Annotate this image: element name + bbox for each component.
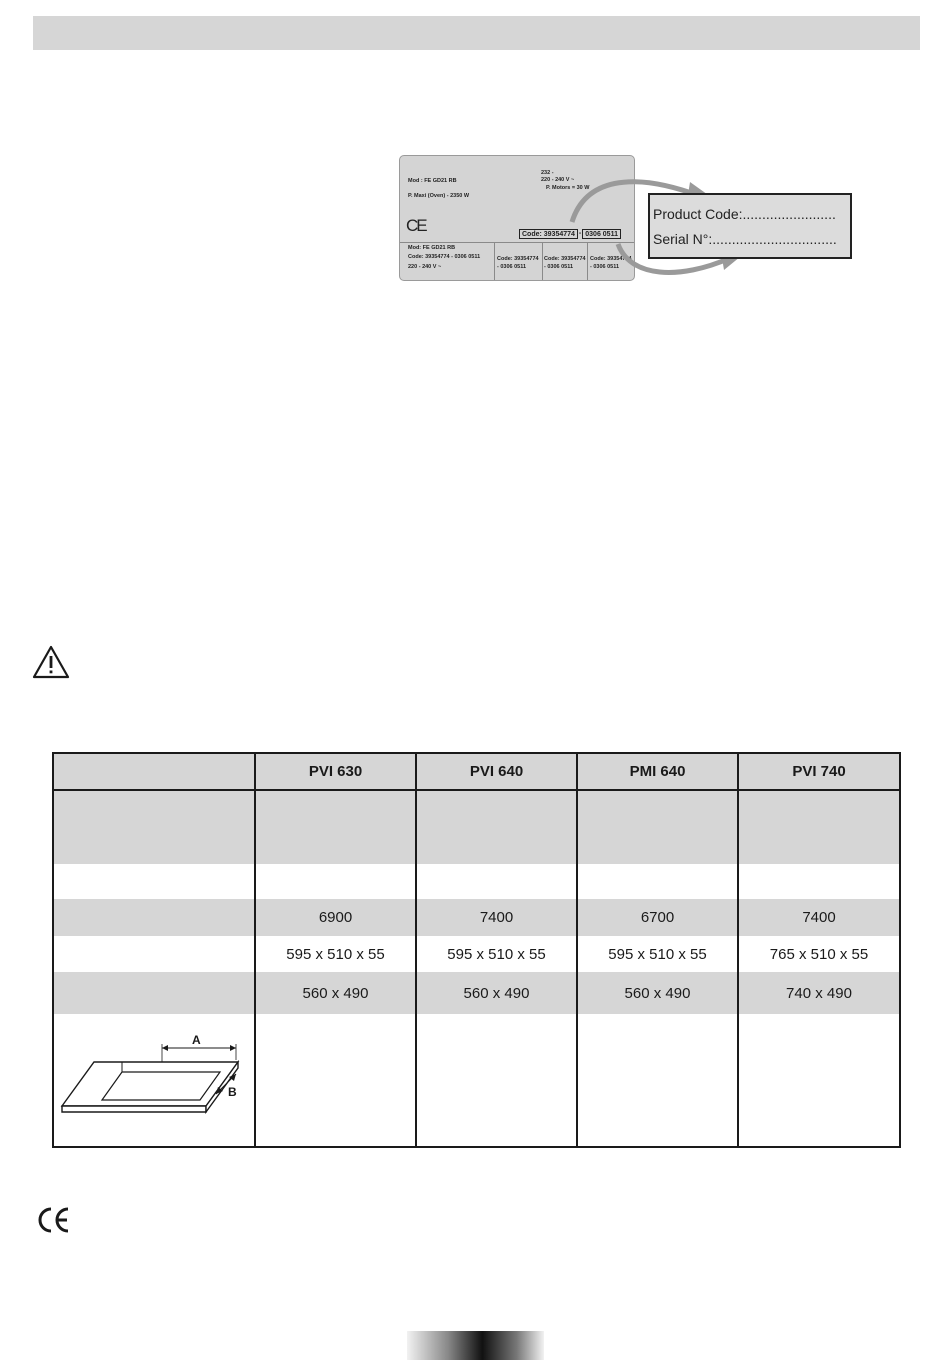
plate-code: Code: 39354774 (519, 229, 578, 239)
table-cell (738, 864, 900, 899)
plate-divider (494, 242, 495, 280)
table-cell: 6900 (255, 899, 416, 936)
table-header-cell: PVI 740 (738, 753, 900, 790)
table-row (53, 1014, 900, 1147)
plate-voltage: 220 - 240 V ~ (541, 177, 575, 183)
plate-stub-cell-2-line-1: Code: 39354774 (544, 256, 586, 262)
table-cell: 6700 (577, 899, 738, 936)
diagram-label-a: A (192, 1033, 201, 1047)
table-cell (53, 899, 255, 936)
table-header-cell: PVI 630 (255, 753, 416, 790)
cutout-diagram-cell (53, 1014, 255, 1147)
plate-code-dash: - (578, 230, 582, 237)
plate-stub-cell-1-line-2: - 0306 0511 (497, 264, 527, 270)
serial-row (653, 231, 837, 247)
plate-stub-cell-1-line-1: Code: 39354774 (497, 256, 539, 262)
table-cell (577, 864, 738, 899)
product-code-row (653, 206, 836, 222)
plate-ce-mark: CE (406, 216, 426, 235)
table-cell (53, 864, 255, 899)
table-cell (53, 972, 255, 1014)
plate-stub-model: Mod: FE GD21 RB (408, 245, 456, 251)
plate-stub-cell-3-line-2: - 0306 0511 (590, 264, 620, 270)
header-bar (33, 16, 920, 50)
code-card (648, 193, 852, 259)
product-code-label: Product Code: (653, 206, 743, 222)
plate-voltage-top: 232 - (541, 170, 554, 176)
table-cell: 560 x 490 (577, 972, 738, 1014)
table-cell: 560 x 490 (255, 972, 416, 1014)
table-cell: 7400 (738, 899, 900, 936)
ce-mark-icon (36, 1206, 70, 1234)
table-cell: 595 x 510 x 55 (416, 936, 577, 972)
diagram-label-b: B (228, 1085, 237, 1099)
table-cell: 560 x 490 (416, 972, 577, 1014)
table-header-cell: PVI 640 (416, 753, 577, 790)
table-cell (255, 790, 416, 864)
table-cell: 740 x 490 (738, 972, 900, 1014)
plate-motors: P. Motors = 30 W (546, 185, 590, 191)
product-code-dots: ........................ (742, 206, 836, 222)
table-cell (416, 864, 577, 899)
serial-dots: ................................ (712, 231, 837, 247)
table-header-row (53, 753, 900, 790)
plate-stub-voltage: 220 - 240 V ~ (408, 264, 442, 270)
table-row (53, 972, 900, 1014)
plate-model: Mod : FE GD21 RB (408, 178, 457, 184)
plate-power: P. Maxi (Oven) - 2350 W (408, 193, 470, 199)
plate-serial: 0306 0511 (582, 229, 621, 239)
table-cell: 595 x 510 x 55 (577, 936, 738, 972)
table-cell: 595 x 510 x 55 (255, 936, 416, 972)
table-row (53, 864, 900, 899)
warning-icon (32, 645, 70, 679)
table-cell (738, 790, 900, 864)
table-row (53, 936, 900, 972)
table-cell (255, 1014, 416, 1147)
spec-table (52, 752, 901, 1148)
plate-stub-cell-2-line-2: - 0306 0511 (544, 264, 574, 270)
plate-stub-cell-3-line-1: Code: 39354774 (590, 256, 632, 262)
serial-label: Serial N°: (653, 231, 713, 247)
plate-stub-code: Code: 39354774 - 0306 0511 (408, 254, 481, 260)
table-cell: 7400 (416, 899, 577, 936)
plate-divider (542, 242, 543, 280)
table-cell (577, 790, 738, 864)
table-cell (577, 1014, 738, 1147)
table-header-cell (53, 753, 255, 790)
table-cell (738, 1014, 900, 1147)
table-row (53, 790, 900, 864)
footer-tab (407, 1331, 544, 1360)
table-cell (416, 790, 577, 864)
table-cell: 765 x 510 x 55 (738, 936, 900, 972)
table-row (53, 899, 900, 936)
cutout-diagram-icon (54, 1018, 254, 1138)
table-header-cell: PMI 640 (577, 753, 738, 790)
table-cell (53, 936, 255, 972)
table-cell (416, 1014, 577, 1147)
table-cell (53, 790, 255, 864)
table-cell (255, 864, 416, 899)
